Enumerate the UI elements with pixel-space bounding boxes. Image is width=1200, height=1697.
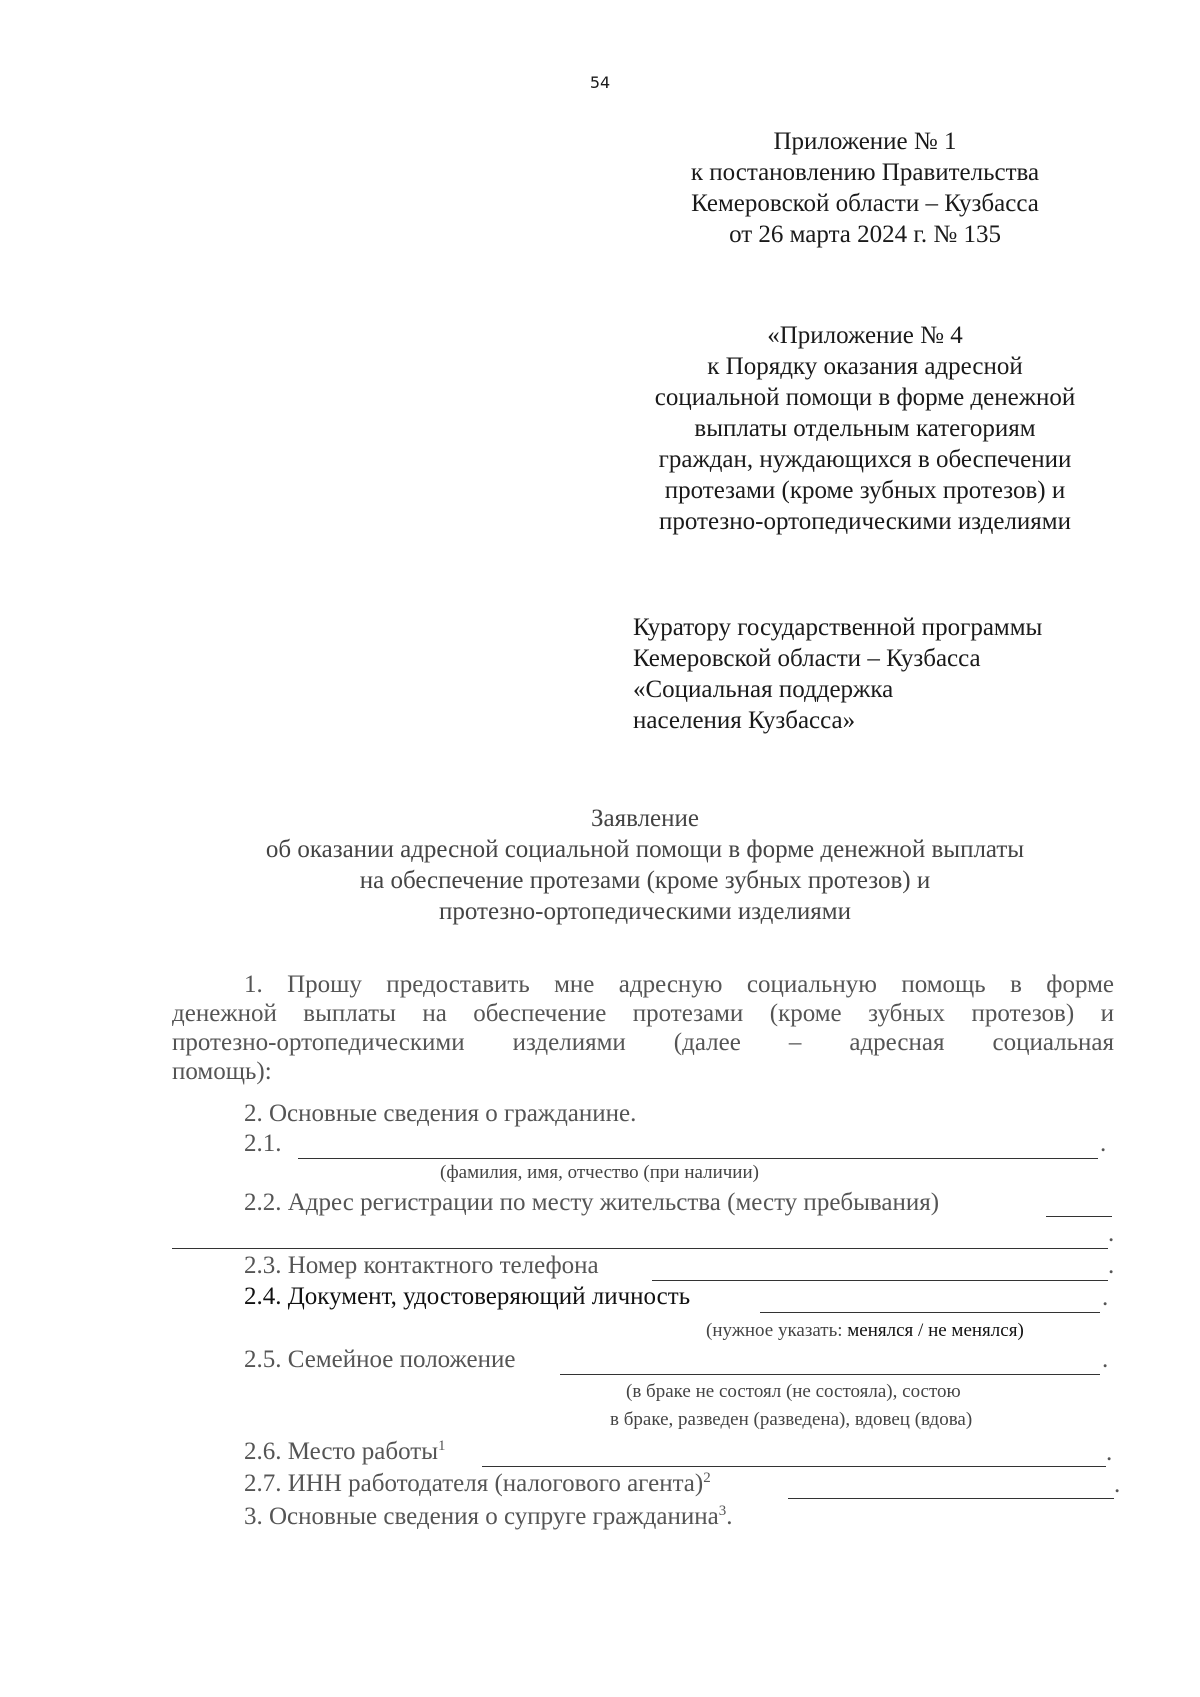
field-2-6-dot: .: [1106, 1439, 1113, 1466]
field-2-4-dot: .: [1102, 1284, 1109, 1311]
field-2-6-line[interactable]: [482, 1466, 1106, 1467]
page-number: 54: [589, 73, 611, 92]
appendix4-line: протезно-ортопедическими изделиями: [659, 508, 1071, 535]
field-2-4-line[interactable]: [760, 1312, 1100, 1313]
field-2-6-label: [244, 1438, 446, 1466]
addressee-line: Куратору государственной программы: [633, 614, 1043, 641]
field-2-2-dot: .: [1108, 1220, 1115, 1247]
field-2-5-label: 2.5. Семейное положение: [244, 1346, 516, 1373]
paragraph-1-line: помощь):: [172, 1058, 272, 1085]
field-2-2-line-a[interactable]: [1046, 1216, 1112, 1217]
addressee-line: «Социальная поддержка: [633, 676, 894, 703]
field-2-7-dot: .: [1114, 1471, 1121, 1498]
paragraph-1-line: протезно-ортопедическими изделиями (далее – адресная социальная: [172, 1029, 1114, 1056]
field-2-6-text: 2.6. Место работы: [244, 1438, 439, 1465]
field-2-1-dot: .: [1100, 1130, 1107, 1157]
field-2-7-line[interactable]: [788, 1498, 1114, 1499]
statement-title-line: об оказании адресной социальной помощи в форме денежной выплаты: [265, 836, 1025, 863]
addressee-line: населения Кузбасса»: [633, 707, 856, 734]
section-2-heading: 2. Основные сведения о гражданине.: [244, 1100, 637, 1127]
appendix1-line: к постановлению Правительства: [690, 159, 1040, 186]
paragraph-1-line: денежной выплаты на обеспечение протезами (кроме зубных протезов) и: [172, 1000, 1114, 1027]
field-2-3-dot: .: [1108, 1252, 1115, 1279]
appendix4-line: социальной помощи в форме денежной: [654, 384, 1076, 411]
appendix4-line: граждан, нуждающихся в обеспечении: [658, 446, 1072, 473]
section-3-text: 3. Основные сведения о супруге гражданина: [244, 1503, 719, 1530]
appendix4-line: к Порядку оказания адресной: [707, 353, 1023, 380]
appendix1-line: Кемеровской области – Кузбасса: [691, 190, 1039, 217]
field-2-7-text: 2.7. ИНН работодателя (налогового агента): [244, 1470, 704, 1497]
section-3-end: .: [726, 1503, 733, 1530]
field-2-1-label: 2.1.: [244, 1130, 282, 1157]
footnote-ref-1[interactable]: 1: [438, 1438, 446, 1454]
field-2-1-hint: (фамилия, имя, отчество (при наличии): [440, 1162, 759, 1183]
appendix1-line: Приложение № 1: [773, 128, 957, 155]
field-2-4-label: 2.4. Документ, удостоверяющий личность: [244, 1283, 691, 1310]
paragraph-1: [172, 970, 1114, 1086]
field-2-7-label: [244, 1470, 711, 1498]
field-2-4-hint-prefix: (нужное указать:: [706, 1320, 843, 1341]
appendix1-header: [660, 126, 1070, 250]
statement-title-line: Заявление: [590, 805, 700, 832]
addressee-block: [633, 612, 1042, 736]
appendix1-line: от 26 марта 2024 г. № 135: [729, 221, 1001, 248]
appendix4-header: [620, 320, 1110, 537]
section-3-heading: [244, 1503, 732, 1531]
field-2-2-line-b[interactable]: [172, 1248, 1108, 1249]
appendix4-line: «Приложение № 4: [767, 322, 963, 349]
field-2-5-dot: .: [1102, 1346, 1109, 1373]
paragraph-1-line: 1. Прошу предоставить мне адресную социальную помощь в форме: [244, 971, 1114, 998]
field-2-5-hint-line2: в браке, разведен (разведена), вдовец (вдова): [610, 1409, 973, 1430]
field-2-5-line[interactable]: [560, 1374, 1100, 1375]
statement-title-line: протезно-ортопедическими изделиями: [439, 898, 851, 925]
field-2-3-label: 2.3. Номер контактного телефона: [244, 1252, 599, 1279]
statement-title-line: на обеспечение протезами (кроме зубных протезов) и: [359, 867, 931, 894]
appendix4-line: протезами (кроме зубных протезов) и: [664, 477, 1066, 504]
field-2-4-hint-options: менялся / не менялся): [847, 1320, 1024, 1341]
footnote-ref-2[interactable]: 2: [703, 1470, 711, 1486]
field-2-2-label: 2.2. Адрес регистрации по месту жительства (месту пребывания): [244, 1189, 940, 1216]
statement-title: [0, 803, 1200, 927]
footnote-ref-3[interactable]: 3: [718, 1503, 727, 1519]
field-2-3-line[interactable]: [652, 1280, 1108, 1281]
field-2-5-hint-line1: (в браке не состоял (не состояла), состою: [626, 1381, 961, 1402]
field-2-1-line[interactable]: [298, 1158, 1098, 1159]
field-2-4-hint: [706, 1320, 1024, 1342]
appendix4-line: выплаты отдельным категориям: [694, 415, 1036, 442]
addressee-line: Кемеровской области – Кузбасса: [633, 645, 981, 672]
